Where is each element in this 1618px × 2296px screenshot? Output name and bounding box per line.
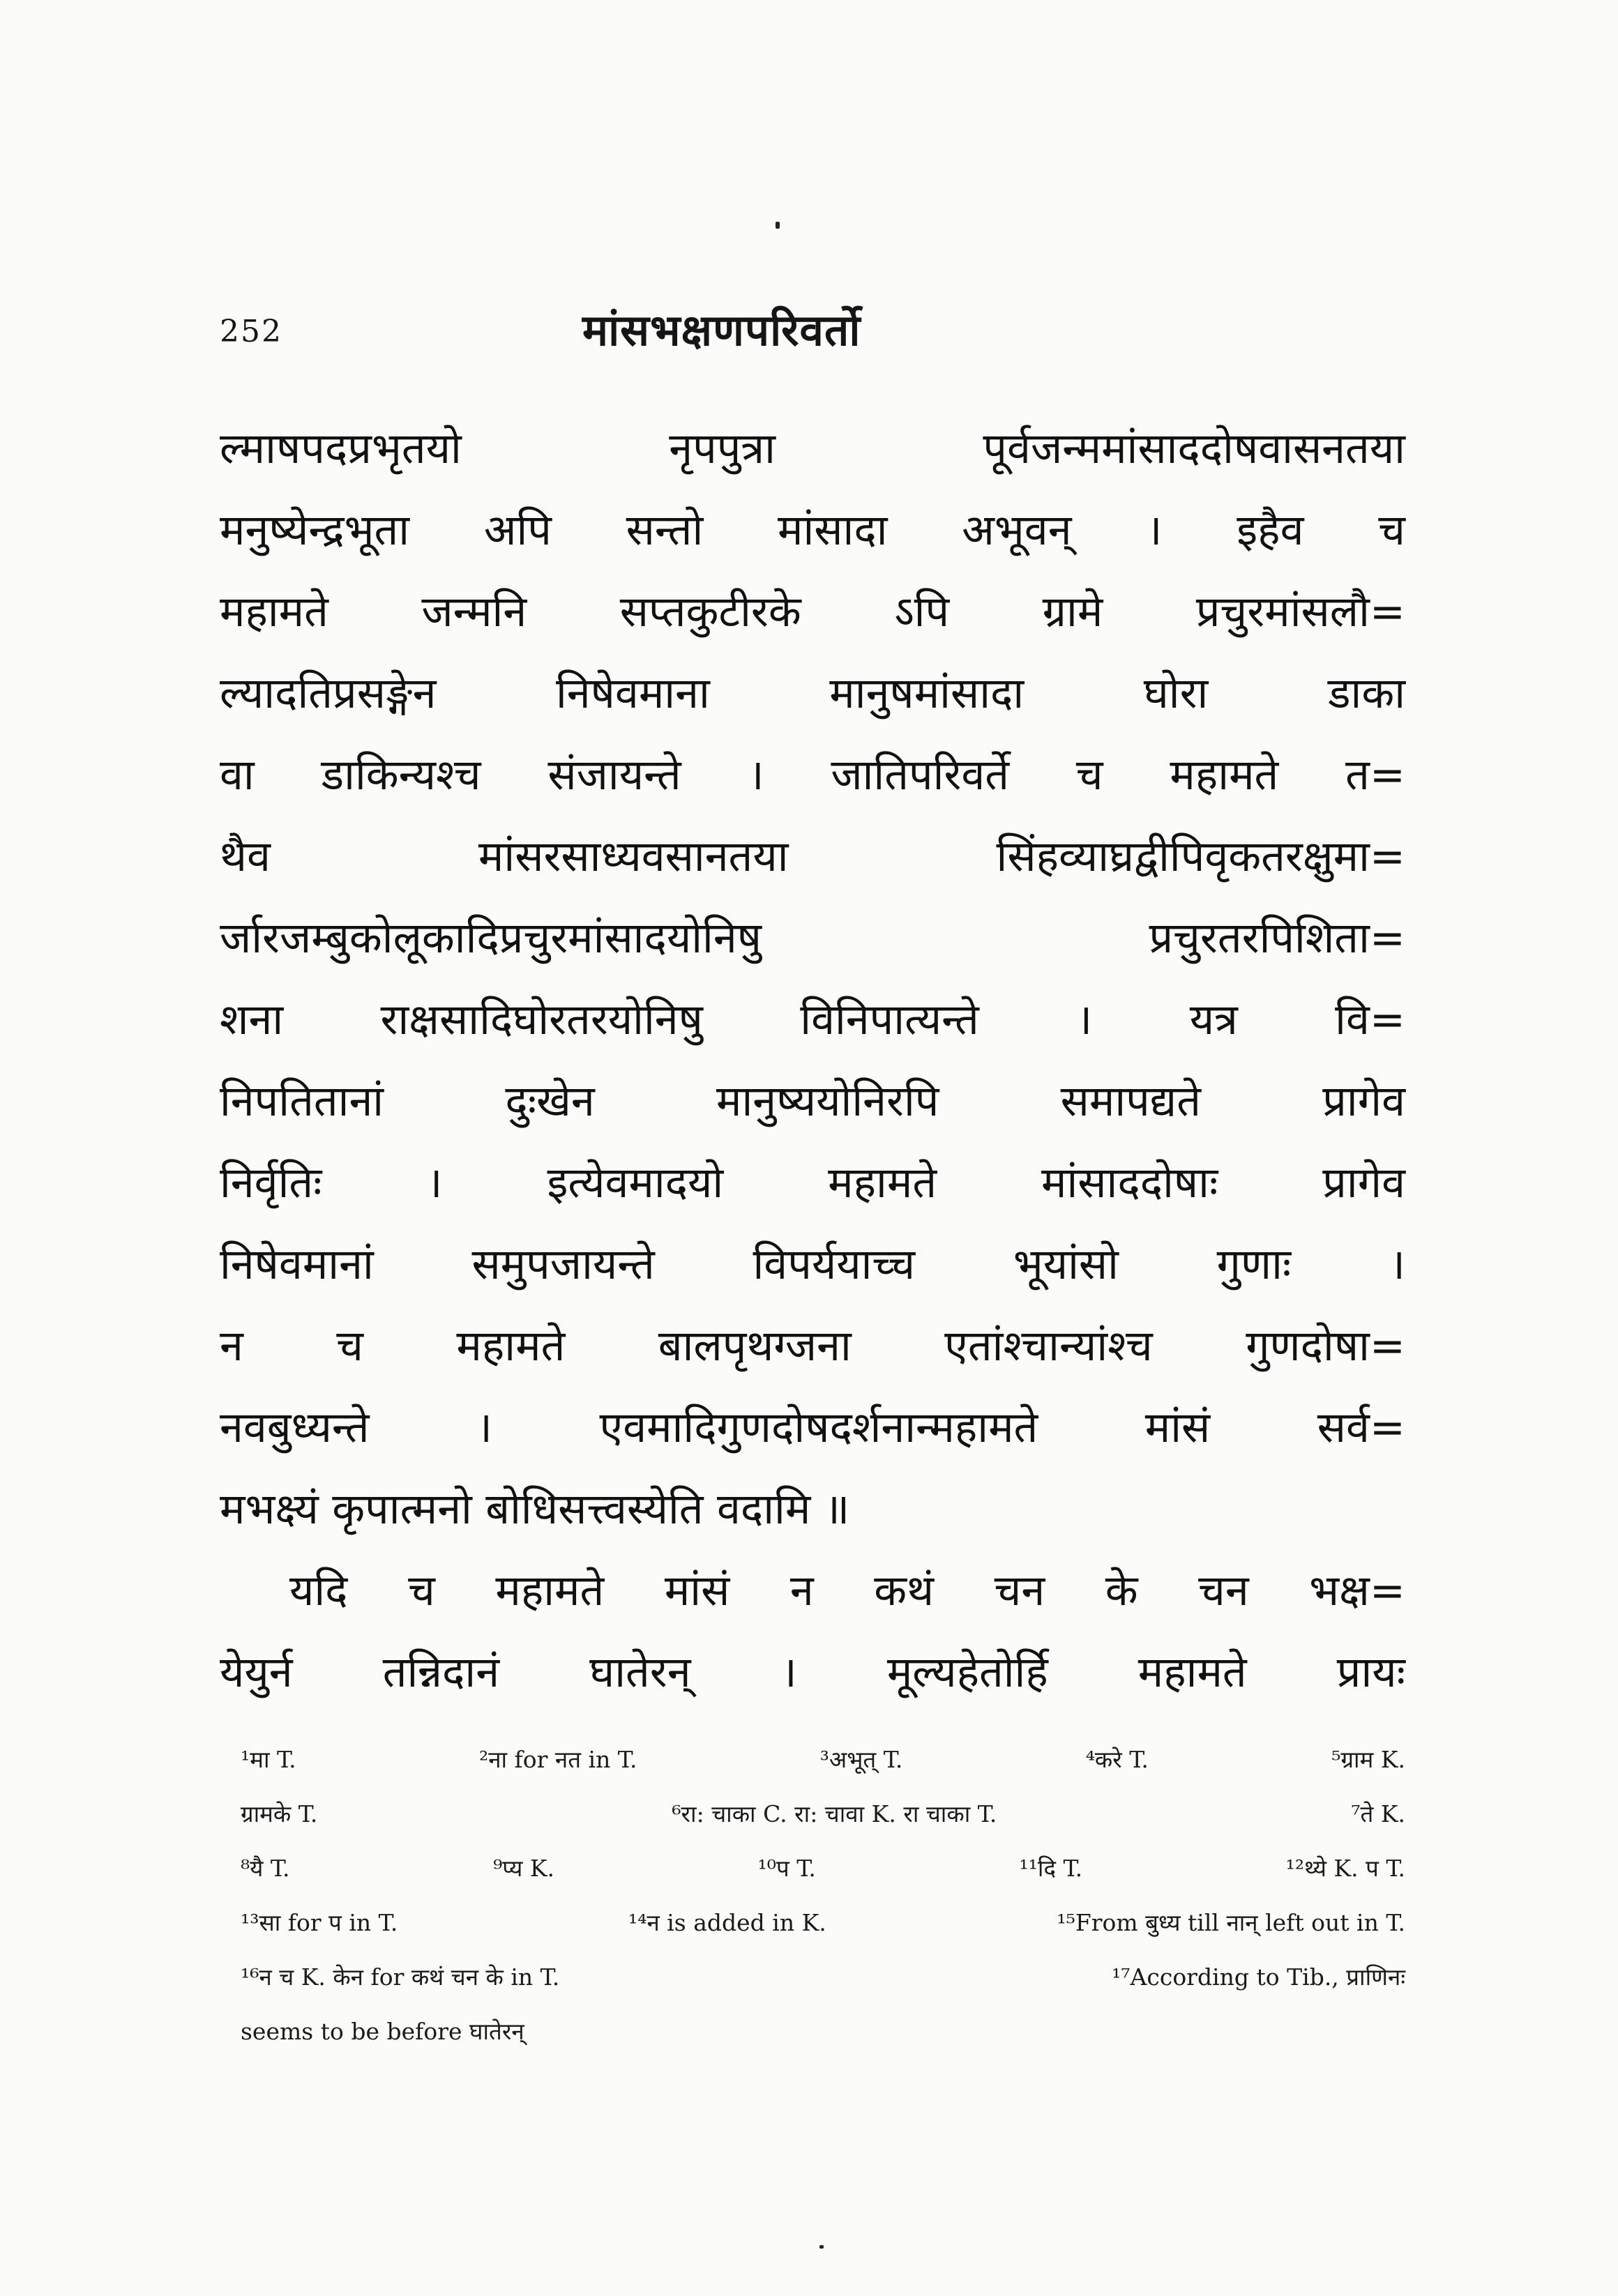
footnote: ¹²थ्ये K. प T. [1285, 1855, 1405, 1882]
footnote: ¹⁷According to Tib., प्राणिनः [1112, 1963, 1405, 1991]
footnote: ¹¹दि T. [1019, 1855, 1083, 1882]
text-line: शना राक्षसादिघोरतरयोनिषु विनिपात्यन्ते । यत्र वि= [220, 995, 1405, 1044]
footnote: ¹मा T. [241, 1746, 296, 1773]
footnote: ⁸यै T. [241, 1855, 290, 1882]
footnote: ¹⁵From बुध्य till नान् left out in T. [1057, 1909, 1405, 1936]
footnote: ⁷ते K. [1351, 1800, 1405, 1827]
text-line: मनुष्येन्द्रभूता अपि सन्तो मांसादा अभूवन् । इहैव च [220, 505, 1405, 555]
text-line: न च महामते बालपृथग्जना एतांश्चान्यांश्च गुणदोषा= [220, 1321, 1405, 1371]
footnote-continuation: seems to be before घातेरन् [241, 2018, 524, 2045]
footnote: ¹⁶न च K. केन for कथं चन के in T. [241, 1963, 560, 1991]
text-line: निपतितानां दुःखेन मानुष्ययोनिरपि समापद्यते प्रागेव [220, 1077, 1405, 1126]
footnote-row [241, 1896, 1405, 1950]
footnote: ⁶रा: चाका C. रा: चावा K. रा चाका T. [672, 1800, 997, 1827]
footnote: ⁹प्य K. [493, 1855, 554, 1882]
text-line: निषेवमानां समुपजायन्ते विपर्ययाच्च भूयांसो गुणाः । [220, 1240, 1405, 1289]
footnote-row [241, 1733, 1405, 1787]
text-line: येयुर्न तन्निदानं घातेरन् । मूल्यहेतोर्हि महामते प्रायः [220, 1648, 1405, 1697]
text-line-paragraph-start: यदि च महामते मांसं न कथं चन के चन भक्ष= [289, 1566, 1405, 1615]
footnote: ग्रामके T. [241, 1800, 318, 1827]
running-title: मांसभक्षणपरिवर्तो [582, 305, 861, 356]
text-line: र्जारजम्बुकोलूकादिप्रचुरमांसादयोनिषु प्रचुरतरपिशिता= [220, 913, 1405, 963]
text-line: निर्वृतिः । इत्येवमादयो महामते मांसाददोषाः प्रागेव [220, 1158, 1405, 1208]
footnote: ¹⁰प T. [757, 1855, 816, 1882]
page-number: 252 [220, 314, 282, 349]
footnote-row [241, 1841, 1405, 1896]
footnote: ²ना for नत in T. [478, 1746, 637, 1773]
text-line: महामते जन्मनि सप्तकुटीरके ऽपि ग्रामे प्रचुरमांसलौ= [220, 587, 1405, 637]
footnote: ⁵ग्राम K. [1331, 1746, 1405, 1773]
main-text-block [220, 408, 1405, 1713]
footnote: ⁴करे T. [1085, 1746, 1149, 1773]
print-speck [819, 2245, 824, 2249]
page-header [220, 300, 1391, 363]
text-line: मभक्ष्यं कृपात्मनो बोधिसत्त्वस्येति वदामि ॥ [220, 1484, 850, 1534]
footnote: ¹³सा for प in T. [241, 1909, 398, 1936]
text-line: ल्यादतिप्रसङ्गेन निषेवमाना मानुषमांसादा घोरा डाका [220, 669, 1405, 718]
text-line: वा डाकिन्यश्च संजायन्ते । जातिपरिवर्ते च महामते त= [220, 750, 1405, 800]
footnote-row [241, 1950, 1405, 2005]
footnote-row [241, 1787, 1405, 1841]
footnote-row [241, 2005, 1405, 2059]
footnote: ³अभूत् T. [819, 1746, 903, 1773]
footnote: ¹⁴न is added in K. [628, 1909, 826, 1936]
text-line: नवबुध्यन्ते । एवमादिगुणदोषदर्शनान्महामते मांसं सर्व= [220, 1403, 1405, 1452]
print-speck [776, 222, 780, 229]
text-line: थैव मांसरसाध्यवसानतया सिंहव्याघ्रद्वीपिवृकतरक्षुमा= [220, 832, 1405, 881]
footnotes [241, 1733, 1405, 2059]
text-line: ल्माषपदप्रभृतयो नृपपुत्रा पूर्वजन्ममांसाददोषवासनतया [220, 424, 1405, 473]
